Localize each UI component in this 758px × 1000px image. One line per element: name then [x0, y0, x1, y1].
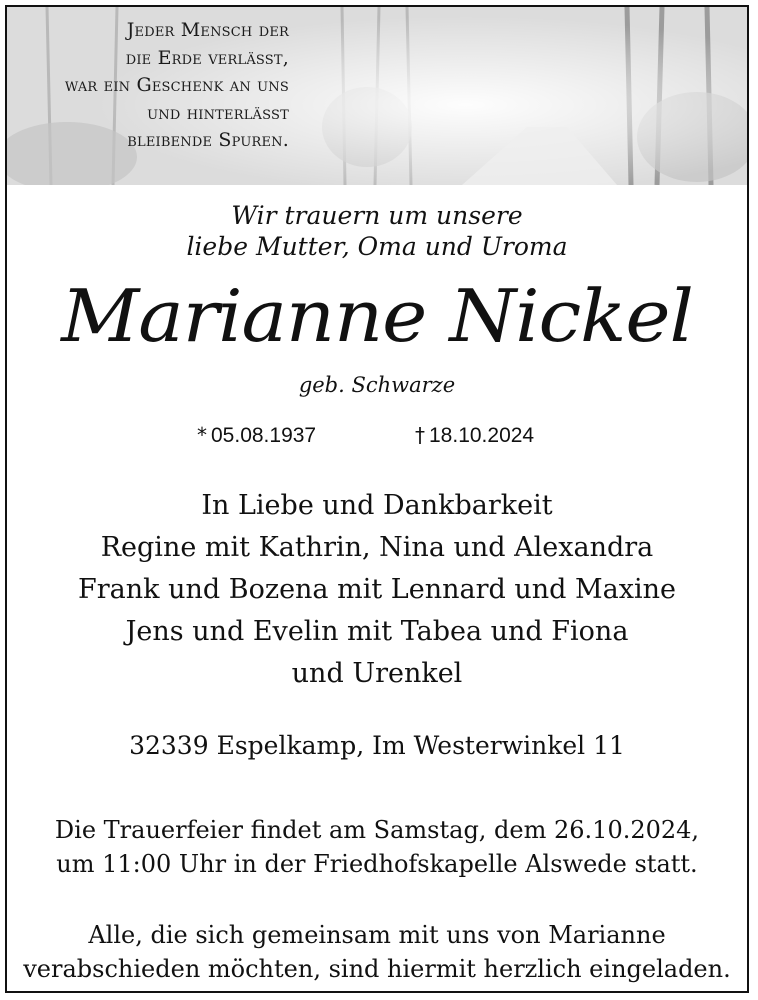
mourning-intro — [7, 200, 747, 262]
intro-line: liebe Mutter, Oma und Uroma — [186, 232, 568, 261]
birth-date: 05.08.1937 — [211, 424, 317, 447]
forest-banner — [7, 7, 747, 185]
quote-line: die Erde verlässt, — [125, 46, 289, 69]
quote-line: war ein Geschenk an uns — [64, 74, 289, 96]
memorial-quote — [7, 17, 289, 155]
birth-date-group — [197, 423, 316, 448]
intro-line: Wir trauern um unsere — [231, 201, 523, 230]
life-dates — [7, 419, 747, 451]
quote-line: bleibende Spuren. — [127, 129, 289, 151]
obituary-notice — [5, 5, 749, 993]
maiden-name: geb. Schwarze — [298, 373, 456, 397]
birth-star-icon: * — [197, 423, 207, 447]
death-date-group — [415, 423, 534, 448]
family-line: Frank und Bozena mit Lennard und Maxine — [78, 574, 676, 605]
family-signature — [7, 485, 747, 695]
death-date: 18.10.2024 — [429, 424, 535, 447]
invitation-line: verabschieden möchten, sind hiermit herzlich eingeladen. — [23, 955, 731, 983]
family-line: und Urenkel — [291, 658, 463, 689]
cross-icon: † — [415, 423, 425, 447]
deceased-name: Marianne Nickel — [61, 274, 693, 358]
family-line: Regine mit Kathrin, Nina und Alexandra — [100, 532, 654, 563]
family-line: Jens und Evelin mit Tabea und Fiona — [125, 616, 629, 647]
funeral-ceremony-info — [7, 813, 747, 881]
ceremony-line: Die Trauerfeier findet am Samstag, dem 26.10.2024, — [54, 816, 700, 844]
quote-line: Jeder Mensch der — [126, 19, 289, 41]
quote-line: und hinterlässt — [147, 101, 289, 124]
invitation-line: Alle, die sich gemeinsam mit uns von Marianne — [88, 921, 666, 949]
ceremony-line: um 11:00 Uhr in der Friedhofskapelle Alswede statt. — [56, 850, 698, 878]
family-line: In Liebe und Dankbarkeit — [201, 490, 553, 521]
invitation-text — [7, 918, 747, 986]
family-address: 32339 Espelkamp, Im Westerwinkel 11 — [129, 731, 625, 760]
